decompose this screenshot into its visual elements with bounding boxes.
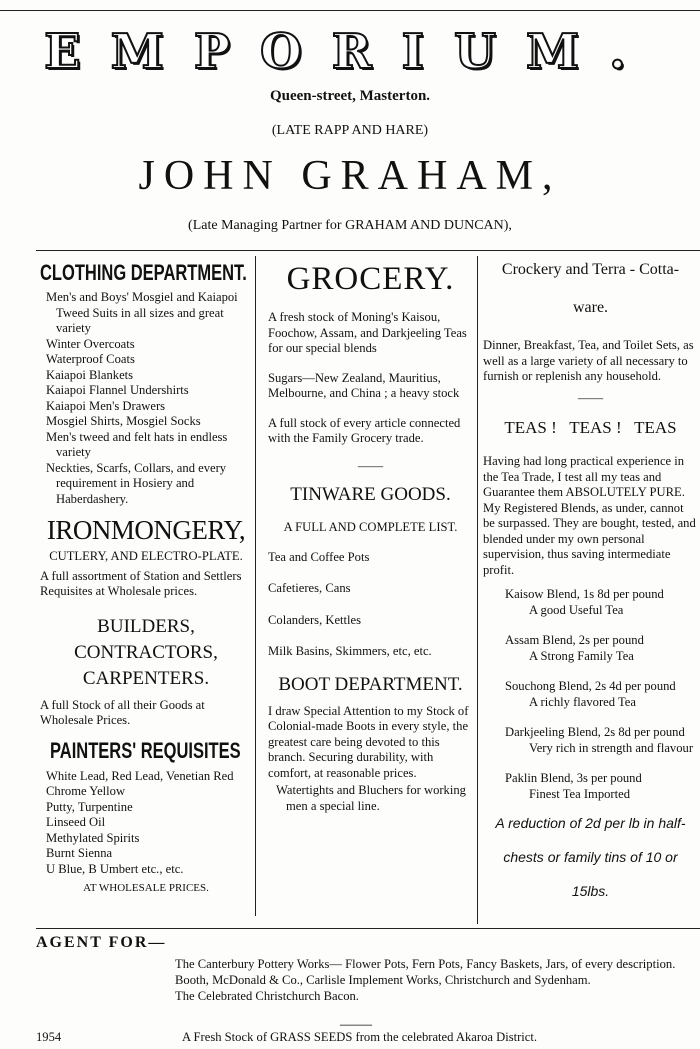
clothing-item: Kaiapoi Flannel Undershirts [46,383,189,397]
agent-rule [36,928,700,929]
grocery-heading: GROCERY. [286,261,455,297]
top-rule [0,10,700,11]
painters-item: U Blue, B Umbert etc., etc. [46,861,184,876]
column-grocery [268,258,473,814]
clothing-item: Men's and Boys' Mosgiel and Kaiapoi Tweed Suits in all sizes and great variety [46,290,238,335]
clothing-item: Neckties, Scarfs, Collars, and every requirement in Hosiery and Haberdashery. [46,460,227,506]
column-crockery [483,258,698,908]
tinware-heading: TINWARE GOODS. [290,484,451,505]
builders-heading: BUILDERS, CONTRACTORS, [74,615,218,663]
emporium-title: EMPORIUM. [44,24,656,80]
separator-dash: —— [577,390,604,405]
clothing-item: Winter Overcoats [46,336,135,351]
clothing-heading: CLOTHING DEPARTMENT. [40,260,247,285]
column-divider-2 [477,256,478,924]
blend-list [505,586,698,802]
grocery-paragraph: Sugars—New Zealand, Mauritius, Melbourne, and China ; a heavy stock [268,370,460,400]
teas-heading: TEAS ! TEAS ! TEAS [504,418,677,437]
boot-paragraph: Watertights and Bluchers for working men a special line. [276,783,466,813]
ironmongery-text: A full assortment of Station and Settlers Requisites at Wholesale prices. [40,568,242,598]
painters-item: Methylated Spirits [46,830,140,845]
blend-description: Finest Tea Imported [529,787,631,801]
agent-line: The Canterbury Pottery Works— Flower Pots, Fern Pots, Fancy Baskets, Jars, of every description. [175,957,676,971]
boot-paragraph: I draw Special Attention to my Stock of Colonial-made Boots in every style, the greatest care being devoted to this branch. Securing durability, with comfort, at reasonable prices. [268,703,469,780]
boot-heading: BOOT DEPARTMENT. [278,673,463,695]
carpenters-heading: CARPENTERS. [82,667,210,689]
blend-name: Kaisow Blend, 1s 8d per pound [505,587,664,601]
clothing-item: Kaiapoi Blankets [46,367,134,382]
agent-heading: AGENT FOR— [36,934,167,951]
separator-dash: —— [340,1016,372,1033]
ironmongery-subheading: CUTLERY, AND ELECTRO-PLATE. [49,549,243,563]
blend-description: Very rich in strength and flavour [529,741,694,755]
crockery-text: Dinner, Breakfast, Tea, and Toilet Sets, as well as a large variety of all necessary to furnish or replenish any household. [483,338,694,383]
column-clothing [40,258,252,897]
masthead-rule [36,250,700,251]
agent-line: The Celebrated Christchurch Bacon. [175,989,359,1003]
separator-dash: —— [357,458,384,473]
painters-item: Linseed Oil [46,815,106,829]
painters-item: Chrome Yellow [46,784,126,798]
painters-item: White Lead, Red Lead, Venetian Red [46,768,234,783]
grocery-paragraph: A fresh stock of Moning's Kaisou, Foochow, Assam, and Darkjeeling Teas for our special blends [268,310,467,355]
column-divider-1 [255,256,256,916]
blend-name: Paklin Blend, 3s per pound [505,771,642,785]
blend-description: A good Useful Tea [529,603,624,617]
blend-name: Darkjeeling Blend, 2s 8d per pound [505,725,685,739]
street-address: Queen-street, Masterton. [269,88,431,104]
ironmongery-heading: IRONMONGERY, [46,515,246,545]
painters-item: Putty, Turpentine [46,799,133,814]
crockery-heading-cont: ware. [572,299,609,316]
blend-name: Assam Blend, 2s per pound [505,633,644,647]
tinware-subheading: A FULL AND COMPLETE LIST. [283,520,458,534]
partner-note: (Late Managing Partner for GRAHAM AND DUNCAN), [188,218,512,233]
blend-description: A Strong Family Tea [529,649,634,663]
clothing-item: Men's tweed and felt hats in endless variety [46,429,228,459]
clothing-item: Mosgiel Shirts, Mosgiel Socks [46,414,201,428]
clothing-item: Kaiapoi Men's Drawers [46,398,166,413]
teas-text: Having had long practical experience in the Tea Trade, I test all my teas and Guarantee them ABSOLUTELY PURE. My Registered Blends, as under, cannot be surpassed. They are bought, tested, and blended under my own personal supervision, thus saving intermediate profit. [483,454,696,577]
late-rapp-and-hare: (LATE RAPP AND HARE) [271,123,429,138]
ad-number: 1954 [36,1030,62,1044]
tinware-item: Tea and Coffee Pots [268,549,370,564]
clothing-item: Waterproof Coats [46,352,135,366]
reduction-note: A reduction of 2d per lb in half-chests or family tins of 10 or 15lbs. [495,815,686,899]
painters-footer: AT WHOLESALE PRICES. [83,882,209,894]
agent-list [175,956,697,1004]
blend-name: Souchong Blend, 2s 4d per pound [505,679,676,693]
grass-seeds-note: A Fresh Stock of GRASS SEEDS from the celebrated Akaroa District. [182,1030,538,1044]
tinware-item: Cafetieres, Cans [268,581,351,595]
painters-heading: PAINTERS' REQUISITES [50,737,241,763]
grocery-paragraph: A full stock of every article connected with the Family Grocery trade. [268,415,461,445]
agent-line: Booth, McDonald & Co., Carlisle Implement Works, Christchurch and Sydenham. [175,973,591,987]
tinware-item: Milk Basins, Skimmers, etc, etc. [268,644,432,658]
painters-item: Burnt Sienna [46,846,113,860]
tinware-item: Colanders, Kettles [268,612,362,627]
blend-description: A richly flavored Tea [529,695,636,709]
builders-text: A full Stock of all their Goods at Wholesale Prices. [40,697,205,727]
crockery-heading: Crockery and Terra - Cotta- [501,261,680,278]
owner-name: JOHN GRAHAM, [138,153,562,199]
